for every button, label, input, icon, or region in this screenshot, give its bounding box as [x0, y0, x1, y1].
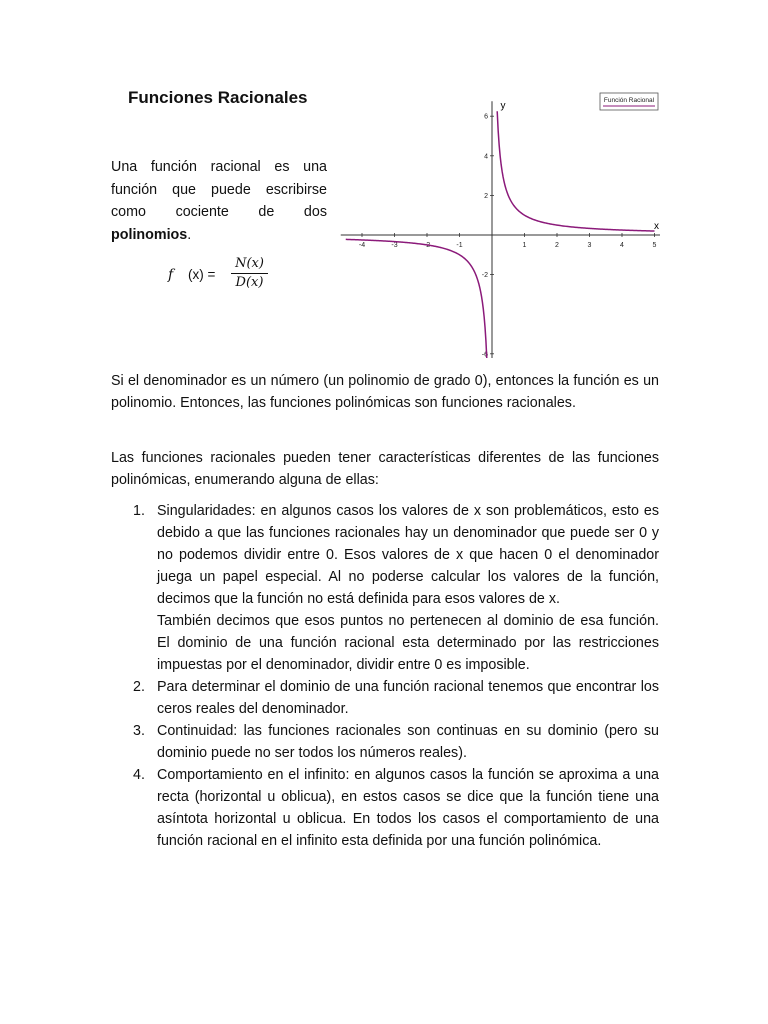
intro-bold-term: polinomios [111, 226, 188, 243]
x-tick-label: 4 [620, 242, 624, 249]
rational-formula [168, 256, 288, 296]
page-title: Funciones Racionales [128, 88, 308, 107]
x-tick-label: -1 [456, 242, 463, 249]
list-text: Para determinar el dominio de una función racional tenemos que encontrar los ceros reales del denominador. [157, 679, 659, 717]
list-item [111, 720, 659, 764]
x-axis-label: x [654, 221, 659, 232]
y-tick-label: 4 [484, 153, 488, 161]
characteristics-list [111, 500, 659, 852]
y-tick-label: -2 [481, 272, 488, 280]
list-number: 2. [133, 679, 145, 695]
x-tick-label: 1 [522, 242, 527, 249]
rational-function-graph [336, 86, 660, 358]
list-item [111, 764, 659, 852]
y-tick-label: 6 [484, 113, 488, 121]
x-tick-label: 3 [587, 242, 592, 249]
list-number: 1. [133, 503, 145, 519]
list-text: Comportamiento en el infinito: en algunos casos la función se aproxima a una recta (horizontal u oblicua), en estos casos se dice que la función tiene una asíntota horizontal u oblicua. En todos los casos el comportamiento de una función racional en el infinito esta definida por una función polinómica. [157, 767, 659, 849]
list-item [111, 500, 659, 676]
list-text-continued: También decimos que esos puntos no pertenecen al dominio de esa función. El dominio de una función racional esta determinado por las restricciones impuestas por el denominador, dividir entre 0 es imposible. [157, 613, 659, 673]
y-axis-label: y [500, 100, 506, 112]
x-tick-label: 5 [652, 242, 657, 249]
list-item [111, 676, 659, 720]
intro-paragraph [111, 156, 327, 246]
x-tick-label: -3 [391, 242, 398, 249]
list-text: Singularidades: en algunos casos los valores de x son problemáticos, esto es debido a que las funciones racionales hay un denominador que puede ser 0 y no podemos dividir entre 0. Esos valores de x que hacen 0 el denominador juega un papel especial. Al no poderse calcular los valores de la función, decimos que la función no está definida para esos valores de x. [157, 503, 659, 607]
formula-function-name: f [168, 267, 174, 283]
formula-denominator: D(x) [235, 275, 264, 290]
x-tick-label: -4 [358, 242, 366, 249]
y-tick-label: -6 [481, 351, 488, 358]
curve-branch-negative [346, 239, 487, 358]
formula-fraction [231, 256, 268, 291]
graph-ticks [359, 114, 657, 358]
list-number: 4. [133, 767, 145, 783]
intro-text: Una función racional es una función que puede escribirse como cociente de dos [111, 159, 327, 220]
intro-end: . [187, 226, 192, 243]
graph-legend [600, 93, 658, 110]
formula-numerator: N(x) [231, 256, 268, 274]
legend-label: Función Racional [603, 97, 655, 104]
x-tick-label: -2 [423, 242, 431, 249]
formula-argument: (x) = [188, 267, 216, 282]
x-tick-label: 2 [555, 242, 559, 249]
list-number: 3. [133, 723, 145, 739]
y-tick-label: 2 [484, 192, 488, 200]
list-text: Continuidad: las funciones racionales son continuas en su dominio (pero su dominio puede no ser todos los números reales). [157, 723, 659, 761]
curve-branch-positive [497, 111, 654, 231]
paragraph-polynomial-degree: Si el denominador es un número (un polinomio de grado 0), entonces la función es un polinomio. Entonces, las funciones polinómicas son funciones racionales. [111, 373, 659, 411]
paragraph-characteristics: Las funciones racionales pueden tener características diferentes de las funciones polinómicas, enumerando alguna de ellas: [111, 450, 659, 488]
